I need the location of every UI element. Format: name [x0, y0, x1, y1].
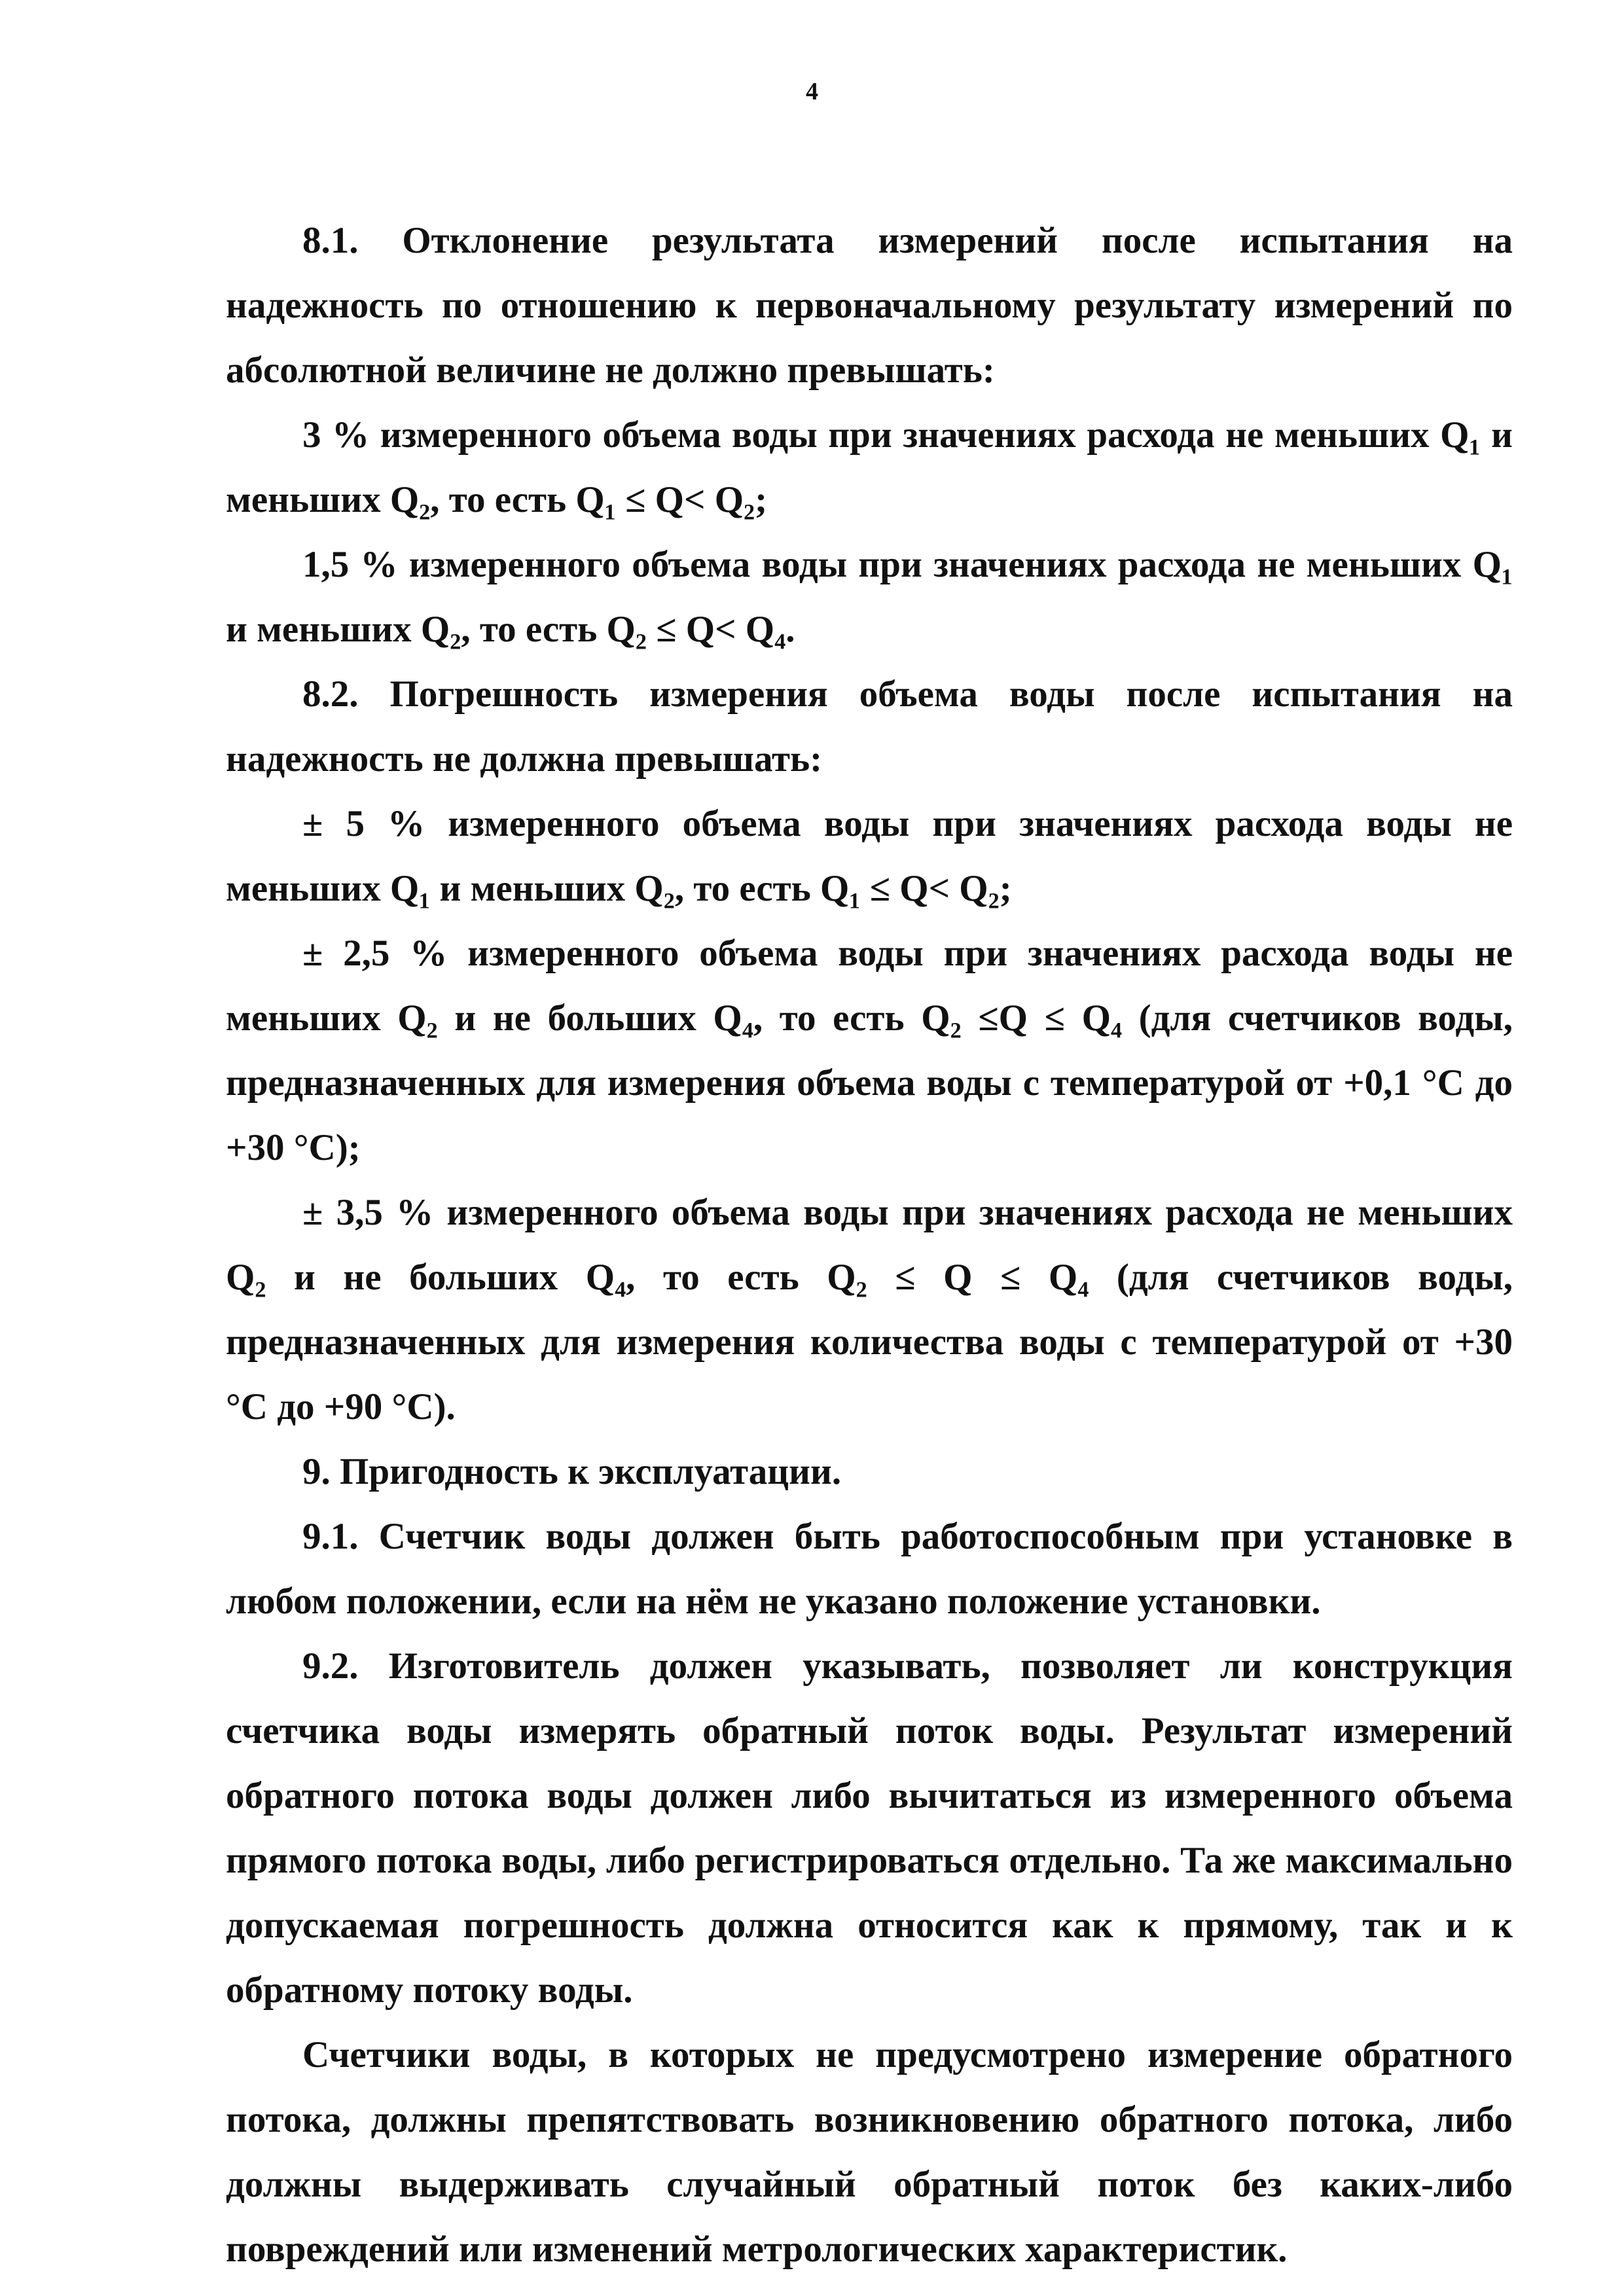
paragraph-8-1-item-1: 3 % измеренного объема воды при значениях расхода не меньших Q₁ и меньших Q₂, то есть Q₁ ≤ Q< Q₂;: [226, 414, 1513, 520]
paragraph-8-1-item-2: 1,5 % измеренного объема воды при значениях расхода не меньших Q₁ и меньших Q₂, то есть Q₂ ≤ Q< Q₄.: [226, 544, 1513, 650]
page-number: 4: [806, 78, 818, 105]
paragraph-8-1: 8.1. Отклонение результата измерений после испытания на надежность по отношению к первоначальному результату измерений по абсолютной величине не должно превышать:: [226, 220, 1513, 391]
paragraph-final: Счетчики воды, в которых не предусмотрено измерение обратного потока, должны препятствовать возникновению обратного потока, либо должны выдерживать случайный обратный поток без каких-либо повреждений или изменений метрологических характеристик.: [226, 2034, 1513, 2270]
document-body: [226, 208, 1513, 2282]
paragraph-9-1: 9.1. Счетчик воды должен быть работоспособным при установке в любом положении, если на нём не указано положение установки.: [226, 1516, 1513, 1622]
paragraph-9-heading: 9. Пригодность к эксплуатации.: [302, 1451, 842, 1492]
paragraph-9-2: 9.2. Изготовитель должен указывать, позволяет ли конструкция счетчика воды измерять обратный поток воды. Результат измерений обратного потока воды должен либо вычитаться из измеренного объема прямого потока воды, либо регистрироваться отдельно. Та же максимально допускаемая погрешность должна относится как к прямому, так и к обратному потоку воды.: [226, 1645, 1513, 2011]
paragraph-8-2-item-2: ± 2,5 % измеренного объема воды при значениях расхода воды не меньших Q₂ и не больших Q₄, то есть Q₂ ≤Q ≤ Q₄ (для счетчиков воды, предназначенных для измерения объема воды с температурой от +0,1 °С до +30 °С);: [226, 933, 1513, 1168]
paragraph-8-2: 8.2. Погрешность измерения объема воды после испытания на надежность не должна превышать:: [226, 673, 1513, 780]
paragraph-8-2-item-1: ± 5 % измеренного объема воды при значениях расхода воды не меньших Q₁ и меньших Q₂, то есть Q₁ ≤ Q< Q₂;: [226, 803, 1513, 909]
paragraph-8-2-item-3: ± 3,5 % измеренного объема воды при значениях расхода не меньших Q₂ и не больших Q₄, то есть Q₂ ≤ Q ≤ Q₄ (для счетчиков воды, предназначенных для измерения количества воды с температурой от +30 °С до +90 °С).: [226, 1192, 1513, 1427]
